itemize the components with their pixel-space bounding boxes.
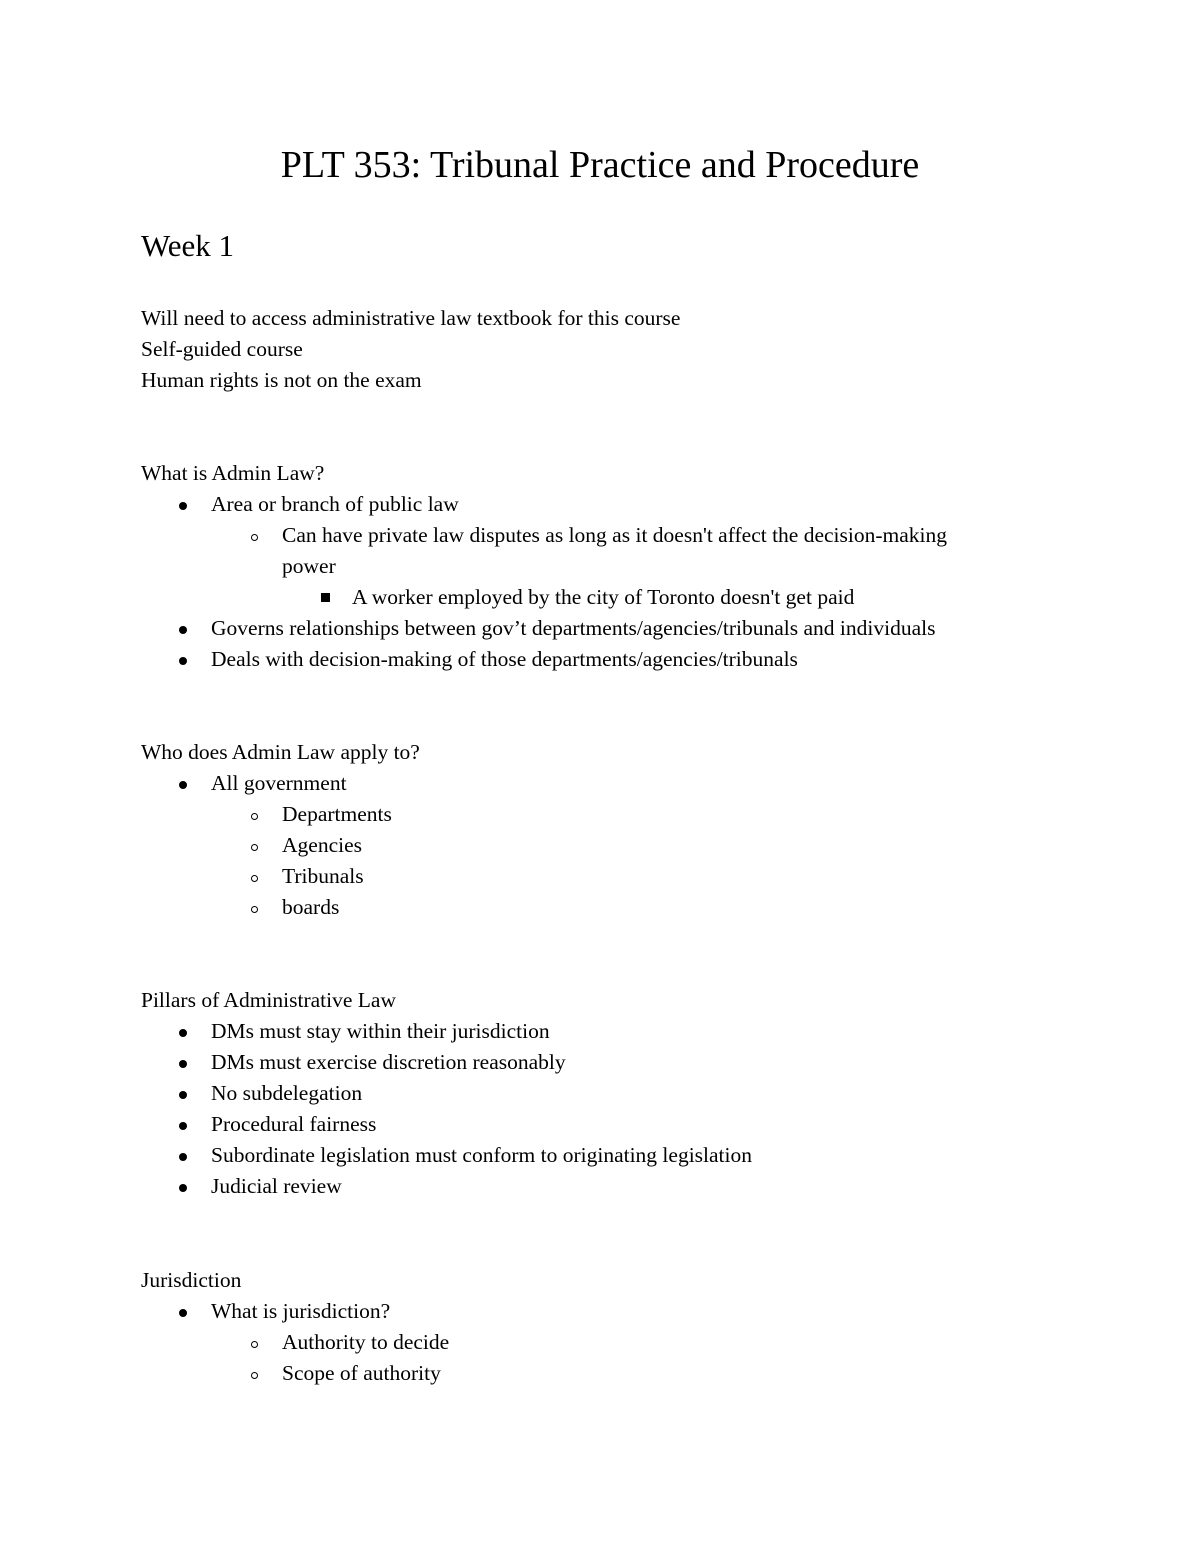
list-item: Agencies — [282, 833, 362, 857]
bullet-circle-icon — [251, 831, 258, 862]
list-item: No subdelegation — [211, 1081, 363, 1105]
section-heading: Pillars of Administrative Law — [141, 988, 396, 1012]
intro-line: Will need to access administrative law textbook for this course — [141, 306, 681, 330]
list-item: Deals with decision-making of those departments/agencies/tribunals — [211, 647, 798, 671]
list-item: Tribunals — [282, 864, 364, 888]
bullet-dot-icon — [179, 614, 187, 645]
section-heading: Jurisdiction — [141, 1268, 242, 1292]
intro-line: Self-guided course — [141, 337, 303, 361]
bullet-dot-icon — [179, 769, 187, 800]
bullet-dot-icon — [179, 645, 187, 676]
list-item: Area or branch of public law — [211, 492, 459, 516]
page-title: PLT 353: Tribunal Practice and Procedure — [280, 144, 920, 186]
bullet-circle-icon — [251, 893, 258, 924]
list-item: What is jurisdiction? — [211, 1299, 391, 1323]
bullet-dot-icon — [179, 1110, 187, 1141]
bullet-dot-icon — [179, 1297, 187, 1328]
bullet-square-icon — [321, 582, 330, 613]
bullet-dot-icon — [179, 1079, 187, 1110]
bullet-circle-icon — [251, 862, 258, 893]
intro-line: Human rights is not on the exam — [141, 368, 422, 392]
list-item: Departments — [282, 802, 392, 826]
list-item: Subordinate legislation must conform to originating legislation — [211, 1143, 753, 1167]
list-item: DMs must stay within their jurisdiction — [211, 1019, 550, 1043]
list-item: boards — [282, 895, 340, 919]
week-heading: Week 1 — [141, 228, 235, 263]
bullet-dot-icon — [179, 1017, 187, 1048]
bullet-circle-icon — [251, 1359, 258, 1390]
section-heading: Who does Admin Law apply to? — [141, 740, 420, 764]
list-item: Scope of authority — [282, 1361, 441, 1385]
list-item: All government — [211, 771, 347, 795]
list-item: Judicial review — [211, 1174, 342, 1198]
list-item: Can have private law disputes as long as it doesn't affect the decision-making — [282, 523, 948, 547]
bullet-dot-icon — [179, 490, 187, 521]
bullet-circle-icon — [251, 800, 258, 831]
bullet-dot-icon — [179, 1172, 187, 1203]
list-item: Procedural fairness — [211, 1112, 377, 1136]
bullet-circle-icon — [251, 1328, 258, 1359]
bullet-dot-icon — [179, 1141, 187, 1172]
list-item: Governs relationships between gov’t departments/agencies/tribunals and individuals — [211, 616, 936, 640]
list-item: DMs must exercise discretion reasonably — [211, 1050, 566, 1074]
section-heading: What is Admin Law? — [141, 461, 325, 485]
bullet-circle-icon — [251, 521, 258, 552]
list-item-continuation: power — [282, 554, 336, 578]
bullet-dot-icon — [179, 1048, 187, 1079]
list-item: Authority to decide — [282, 1330, 450, 1354]
list-item: A worker employed by the city of Toronto doesn't get paid — [352, 585, 855, 609]
